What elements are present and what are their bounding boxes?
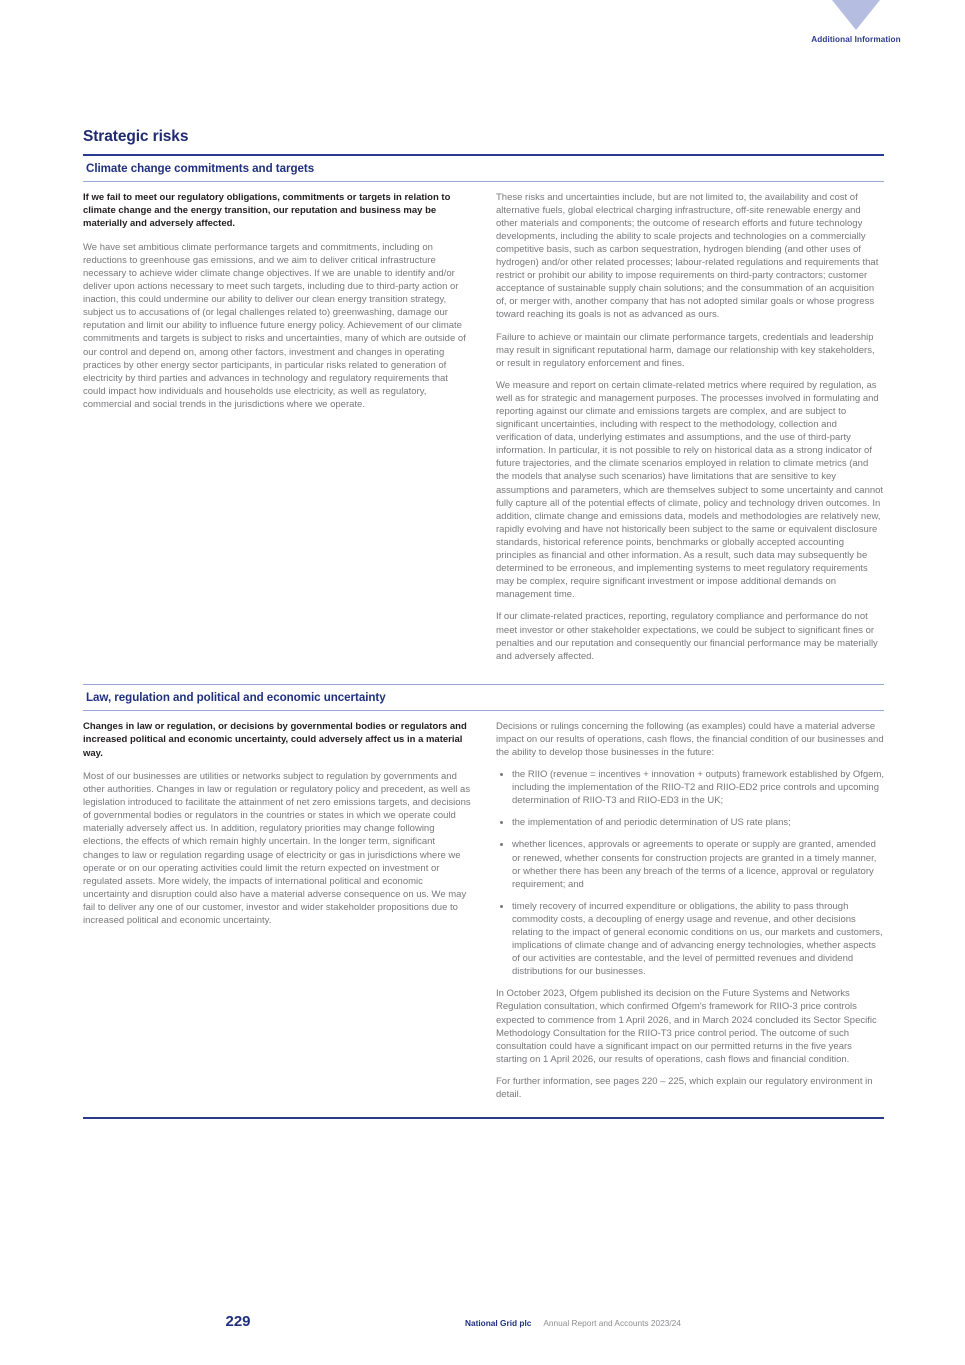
page-footer [83, 1313, 884, 1330]
cross-reference-paragraph: For further information, see pages 220 – 225, which explain our regulatory environment in detail. [496, 1075, 873, 1101]
right-column [496, 720, 884, 1110]
section-tab-label: Additional Information [811, 35, 901, 44]
triangle-down-icon [832, 0, 880, 30]
list-item: the implementation of and periodic determination of US rate plans; [496, 816, 884, 829]
section-columns [83, 711, 884, 1110]
lead-paragraph: Changes in law or regulation, or decisions by governmental bodies or regulators and increased political and economic uncertainty, could adversely affect us in a material way. [83, 720, 467, 759]
page-content [83, 128, 884, 1119]
footer-brand: National Grid plc [465, 1318, 532, 1328]
section-heading: Climate change commitments and targets [86, 161, 315, 175]
section-tab-marker [806, 0, 906, 44]
section-spacer [83, 1110, 884, 1117]
regulatory-decisions-list [496, 768, 884, 978]
section-climate-change [83, 156, 884, 672]
left-column [83, 720, 471, 1110]
body-paragraph: Most of our businesses are utilities or networks subject to regulation by governments and other authorities. Changes in law or regulation or regulatory policy and precedent, as well as legislation introduced to facilitate the attainment of net zero emissions targets, and decisions of governmental bodies or regulators in the countries or states in which we operate could materially adversely affect us. In addition, regulatory priorities may change following elections, the effects of which remain highly uncertain. In the longer term, significant changes to law or regulation regarding usage of electricity or gas in jurisdictions where we operate or on our operating activities could limit the return expected on investment or regulated assets. More widely, the impacts of international political and economic uncertainty and disruption could also have a material adverse consequence on us. We may fail to deliver any one of our customer, investor and wider stakeholder propositions due to increased political and economic uncertainty. [83, 771, 471, 927]
left-column [83, 191, 471, 672]
list-item: timely recovery of incurred expenditure or obligations, the ability to pass through commodity costs, a decoupling of energy usage and revenue, and other decisions relating to the impact of general economic conditions on us, our markets and customers, implications of climate change and of advancing energy technologies, whether aspects of our activities are contestable, and the level of permitted revenues and dividend distributions for our businesses. [496, 900, 884, 979]
body-paragraph: In October 2023, Ofgem published its decision on the Future Systems and Networks Regulation consultation, which confirmed Ofgem's framework for RIIO-3 price controls expected to commence from 1 April 2026, and in March 2024 concluded its Sector Specific Methodology Consultation for the RIIO-T3 price control period. The outcome of such consultation could have a significant impact on our permitted returns in the five years starting on 1 April 2026, our results of operations, cash flows and financial condition. [496, 988, 877, 1065]
section-columns [83, 182, 884, 672]
list-item: whether licences, approvals or agreements to operate or supply are granted, amended or renewed, whether consents for construction projects are granted in a timely manner, or whether there has been any breach of the terms of a licence, approval or regulatory requirement; and [496, 838, 884, 890]
body-paragraph: We have set ambitious climate performance targets and commitments, including on reductions to greenhouse gas emissions, and we aim to deliver critical infrastructure necessary to achieve wider climate change objectives. If we are unable to identify and/or deliver upon actions necessary to meet such targets, including due to third-party action or inaction, this could undermine our ability to deliver our clean energy transition strategy, subject us to accusations of (or legal challenges related to) greenwashing, damage our reputation and limit our ability to influence future energy policy. Achievement of our climate commitments and targets is subject to risks and uncertainties, many of which are outside of our control and depend on, among other factors, investment and changes in operating practices by other energy sector participants, in particular risks related to generation of electricity by third parties and advances in technology and regulatory requirements that could impact how individuals and households use electricity, as well as regulatory, commercial and social trends in the jurisdictions where we operate. [83, 241, 466, 410]
body-paragraph: We measure and report on certain climate-related metrics where required by regulation, as well as for strategic and management purposes. The processes involved in formulating and reporting against our climate and emissions targets are complex, and are subject to significant uncertainties, including with respect to the methodology, collection and verification of data, underlying estimates and assumptions, and the use of third-party information. In particular, it is not possible to rely on historical data as a strong indicator of future trajectories, and the climate scenarios employed in relation to climate metrics (and the models that analyse such scenarios) have limitations that are sensitive to key assumptions and parameters, which are themselves subject to some uncertainty and cannot fully capture all of the potential effects of climate, policy and technology driven outcomes. In addition, climate change and emissions data, models and methodologies are relatively new, rapidly evolving and have not historically been subject to the same or equivalent disclosure standards, historical reference points, benchmarks or globally accepted accounting principles as financial and other information. As a result, such data may subsequently be determined to be erroneous, and implementing systems to meet regulatory requirements may be complex, require significant investment or impose additional demands on management time. [496, 379, 884, 601]
lead-paragraph: If we fail to meet our regulatory obligations, commitments or targets in relation to climate change and the energy transition, our reputation and business may be materially and adversely affected. [83, 191, 451, 230]
body-paragraph: Failure to achieve or maintain our climate performance targets, credentials and leadership may result in significant reputational harm, damage our relationship with key stakeholders, or result in regulatory enforcement and fines. [496, 331, 875, 369]
section-spacer [83, 672, 884, 684]
page-number: 229 [225, 1313, 251, 1330]
bullets-intro-paragraph: Decisions or rulings concerning the following (as examples) could have a material adverse impact on our results of operations, cash flows, the financial condition of our businesses and the ability to develop those businesses in the future: [496, 720, 884, 758]
body-paragraph: These risks and uncertainties include, but are not limited to, the availability and cost of alternative fuels, global electrical charging infrastructure, off-site renewable energy and other materials and components; the outcome of research efforts and future technology developments, including the ability to scale projects and technologies on a commercially competitive basis, such as carbon sequestration, hydrogen blending (and other uses of hydrogen) and/or other related processes; labour-related regulations and requirements that restrict or prohibit our ability to impose requirements on third-party contractors; customer acceptance of sustainable supply chain solutions; and the consummation of an acquisition of, or merger with, another company that has not adopted similar goals or whose progress toward reaching its goals is not as advanced as ours. [496, 191, 879, 321]
section-law-regulation [83, 684, 884, 1110]
right-column [496, 191, 884, 672]
page-title: Strategic risks [83, 128, 189, 145]
footer-document-title: Annual Report and Accounts 2023/24 [543, 1318, 681, 1328]
list-item: the RIIO (revenue = incentives + innovation + outputs) framework established by Ofgem, including the implementation of the RIIO-T2 and RIIO-ED2 price controls and upcoming determination of RIIO-T3 and RIIO-ED3 in the UK; [496, 768, 884, 807]
section-heading: Law, regulation and political and economic uncertainty [86, 690, 386, 704]
content-bottom-rule [83, 1117, 884, 1119]
body-paragraph: If our climate-related practices, reporting, regulatory compliance and performance do not meet investor or other stakeholder expectations, we could be subject to significant fines or penalties and our reputation and consequently our financial performance may be materially and adversely affected. [496, 611, 878, 662]
